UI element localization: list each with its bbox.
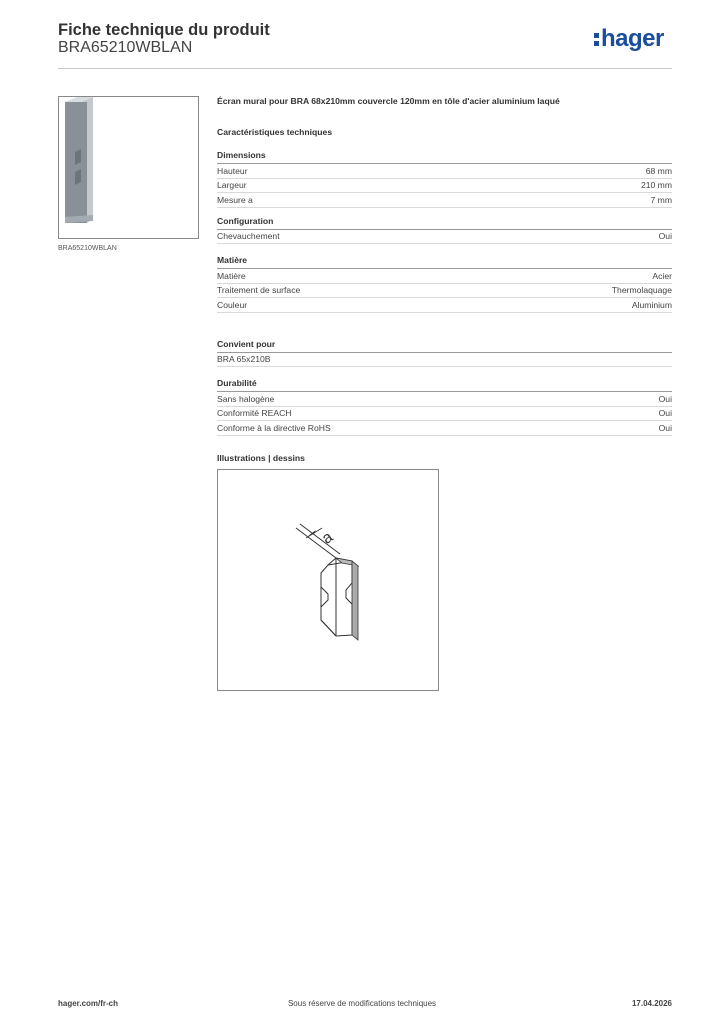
spec-value: 210 mm xyxy=(640,180,672,191)
section-title-material: Matière xyxy=(217,255,672,269)
spec-label: Hauteur xyxy=(217,165,248,176)
spec-value: Oui xyxy=(658,393,672,404)
spec-label: Sans halogène xyxy=(217,393,275,404)
document-title: Fiche technique du produit xyxy=(58,21,270,39)
spec-row xyxy=(217,353,672,368)
spec-label: Conforme à la directive RoHS xyxy=(217,422,331,433)
header-divider xyxy=(58,68,672,69)
product-reference: BRA65210WBLAN xyxy=(58,39,193,56)
section-title-suitable-for: Convient pour xyxy=(217,339,672,353)
spec-value: Oui xyxy=(658,422,672,433)
spec-label: BRA 65x210B xyxy=(217,354,271,365)
spec-row xyxy=(217,421,672,436)
spec-value: Oui xyxy=(658,231,672,242)
dimension-drawing-icon xyxy=(218,470,438,690)
spec-row xyxy=(217,179,672,194)
spec-row xyxy=(217,284,672,299)
spec-row xyxy=(217,392,672,407)
technical-drawing xyxy=(217,469,439,691)
section-title-durability: Durabilité xyxy=(217,378,672,392)
spec-label: Chevauchement xyxy=(217,231,280,242)
footer-website[interactable]: hager.com/fr-ch xyxy=(58,999,119,1008)
spec-label: Conformité REACH xyxy=(217,408,292,419)
image-caption: BRA65210WBLAN xyxy=(58,245,117,252)
characteristics-heading: Caractéristiques techniques xyxy=(217,127,333,137)
product-image xyxy=(58,96,199,239)
product-description: Écran mural pour BRA 68x210mm couvercle 120mm en tôle d'acier aluminium laqué xyxy=(217,96,560,106)
section-title-dimensions: Dimensions xyxy=(217,150,672,164)
spec-label: Mesure a xyxy=(217,194,253,205)
logo-text: hager xyxy=(601,25,664,52)
spec-value: Acier xyxy=(652,270,672,281)
spec-value: 68 mm xyxy=(645,165,672,176)
spec-row xyxy=(217,230,672,245)
spec-label: Traitement de surface xyxy=(217,285,301,296)
spec-row xyxy=(217,269,672,284)
footer-disclaimer: Sous réserve de modifications techniques xyxy=(287,999,437,1008)
product-photo-icon xyxy=(59,97,198,238)
spec-row xyxy=(217,407,672,422)
spec-value: Aluminium xyxy=(631,299,672,310)
section-title-configuration: Configuration xyxy=(217,216,672,230)
spec-row xyxy=(217,164,672,179)
footer-date: 17.04.2026 xyxy=(631,999,672,1008)
spec-value: Oui xyxy=(658,408,672,419)
spec-label: Matière xyxy=(217,270,246,281)
logo-dots-icon xyxy=(594,32,599,46)
spec-value: 7 mm xyxy=(650,194,672,205)
spec-row xyxy=(217,298,672,313)
main-content xyxy=(217,96,672,691)
spec-label: Couleur xyxy=(217,299,248,310)
dimension-label: a xyxy=(319,528,337,548)
spec-label: Largeur xyxy=(217,180,247,191)
spec-row xyxy=(217,193,672,208)
spec-value: Thermolaquage xyxy=(611,285,672,296)
illustrations-heading: Illustrations | dessins xyxy=(217,452,305,463)
hager-logo[interactable] xyxy=(594,27,664,51)
